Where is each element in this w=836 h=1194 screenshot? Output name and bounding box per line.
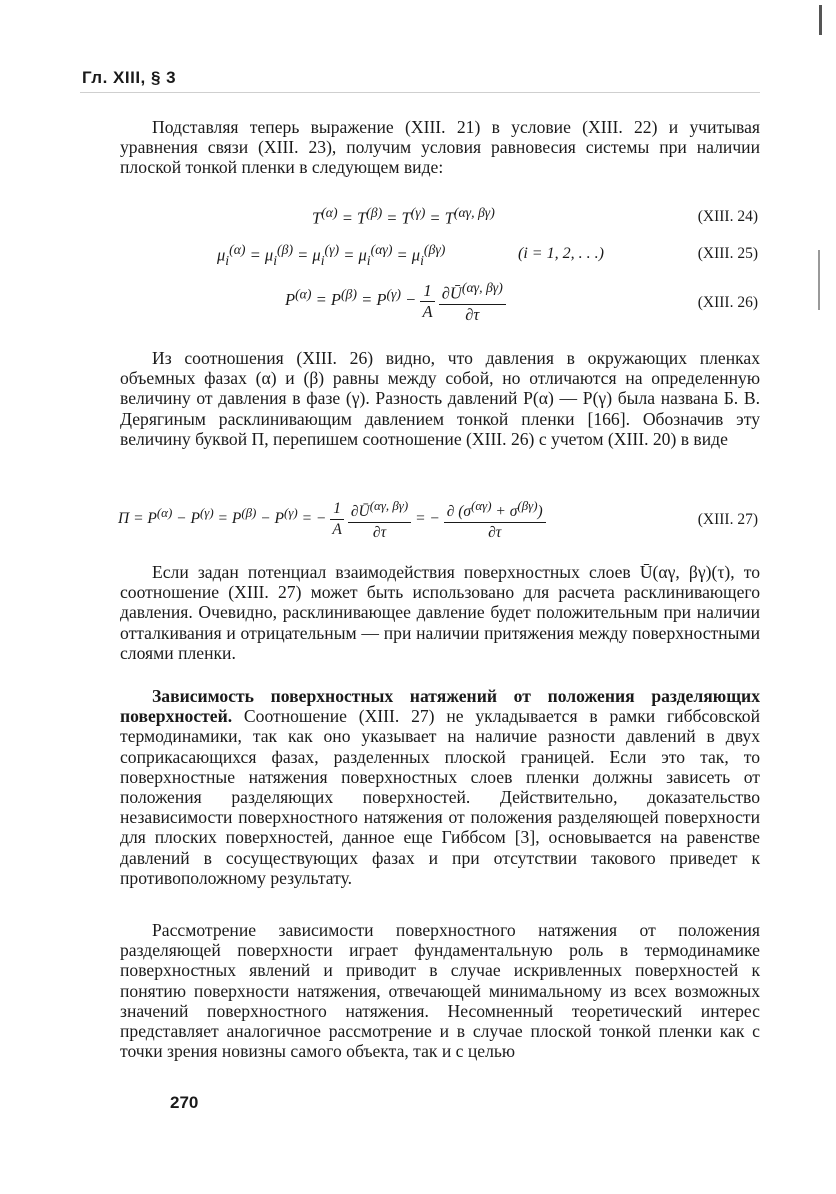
- paragraph-text: Из соотношения (XIII. 26) видно, что давления в окружающих пленках объемных фазах (α) и (β) равны между собой, но отличаются на определенную величину от давления в фазе (γ). Разность давлений P(α) — P(γ) была названа Б. В. Дерягиным расклинивающим давлением тонкой пленки [166]. Обозначив эту величину буквой Π, перепишем соотношение (XIII. 26) с учетом (XIII. 20) в виде: [120, 348, 760, 449]
- paragraph-text: Рассмотрение зависимости поверхностного натяжения от положения разделяющей поверхности играет фундаментальную роль в термодинамике поверхностных явлений и приводит в случае искривленных поверхностей к понятию поверхности натяжения, отвечающей минимальному из всех возможных значений поверхностного натяжения. Несомненный теоретический интерес представляет аналогичное рассмотрение и в случае плоской тонкой пленки как с точки зрения новизны самого объекта, так и с целью: [120, 920, 760, 1062]
- paragraph-text: Подставляя теперь выражение (XIII. 21) в условие (XIII. 22) и учитывая уравнения связи (XIII. 23), получим условия равновесия системы при наличии плоской тонкой пленки в следующем виде:: [120, 117, 760, 178]
- equation-27: $\Pi = P^{(\alpha)} - P^{(\gamma)} = P^{(\beta)} - P^{(\gamma)}$ = − $\frac{1}{A}$ $\frac{\partial Ū^{(\alpha\gamma, \beta\gamma)}}{\partial\tau}$ = − $\frac{\partial (\sigma^{(\alpha\gamma)} + \sigma^{(\beta\gamma)})}{\partial\tau}$: [118, 496, 546, 544]
- equation-25: $\mu_i^{(\alpha)} = \mu_i^{(\beta)} = \mu_i^{(\gamma)} = \mu_i^{(\alpha\gamma)} = \mu_i^{(\beta\gamma)}$: [217, 242, 446, 268]
- equation-number-26: (XIII. 26): [697, 294, 758, 311]
- section-heading: Зависимость поверхностных натяжений от положения разделяющих поверхностей.: [120, 686, 760, 727]
- paragraph-body: Соотношение (XIII. 27) не укладывается в рамки гиббсовской термодинамики, так как оно указывает на наличие разности давлений в двух соприкасающихся фазах, разделенных плоской границей. Если это так, то поверхностные натяжения поверхностных слоев пленки должны зависеть от положения разделяющих поверхностей. Действительно, доказательство независимости поверхностного натяжения от положения разделяющей поверхности для плоских поверхностей, данное еще Гиббсом [3], основывается на равенстве давлений в сосуществующих фазах и при отсутствии такового приведет к противоположному результату.: [120, 706, 760, 888]
- equation-26: $P^{(\alpha)} = P^{(\beta)} = P^{(\gamma)}$ − $\frac{1}{A}$ $\frac{\partial Ū^{(\alpha\gamma, \beta\gamma)}}{\partial\tau}$: [285, 278, 506, 326]
- header-rule: [80, 92, 760, 93]
- scan-mark: [819, 5, 822, 35]
- paragraph-3: [120, 562, 760, 663]
- page-number: 270: [170, 1093, 199, 1112]
- paragraph-4: [120, 686, 760, 888]
- equation-number-27: (XIII. 27): [697, 511, 758, 528]
- paragraph-text: Если задан потенциал взаимодействия поверхностных слоев Ū(αγ, βγ)(τ), то соотношение (XIII. 27) может быть использовано для расчета расклинивающего давления. Очевидно, расклинивающее давление будет положительным при наличии отталкивания и отрицательным — при наличии притяжения между поверхностными слоями пленки.: [120, 562, 760, 663]
- paragraph-1: [120, 117, 760, 178]
- equation-25-condition: (i = 1, 2, . . .): [518, 245, 604, 262]
- paragraph-text: [120, 686, 760, 888]
- scan-mark: [818, 250, 820, 310]
- equation-number-24: (XIII. 24): [697, 208, 758, 225]
- running-header: Гл. XIII, § 3: [82, 68, 177, 87]
- paragraph-2: [120, 348, 760, 449]
- paragraph-5: [120, 920, 760, 1061]
- equation-24: $T^{(\alpha)} = T^{(\beta)} = T^{(\gamma)} = T^{(\alpha\gamma, \beta\gamma)}$: [312, 205, 495, 228]
- equation-number-25: (XIII. 25): [697, 245, 758, 262]
